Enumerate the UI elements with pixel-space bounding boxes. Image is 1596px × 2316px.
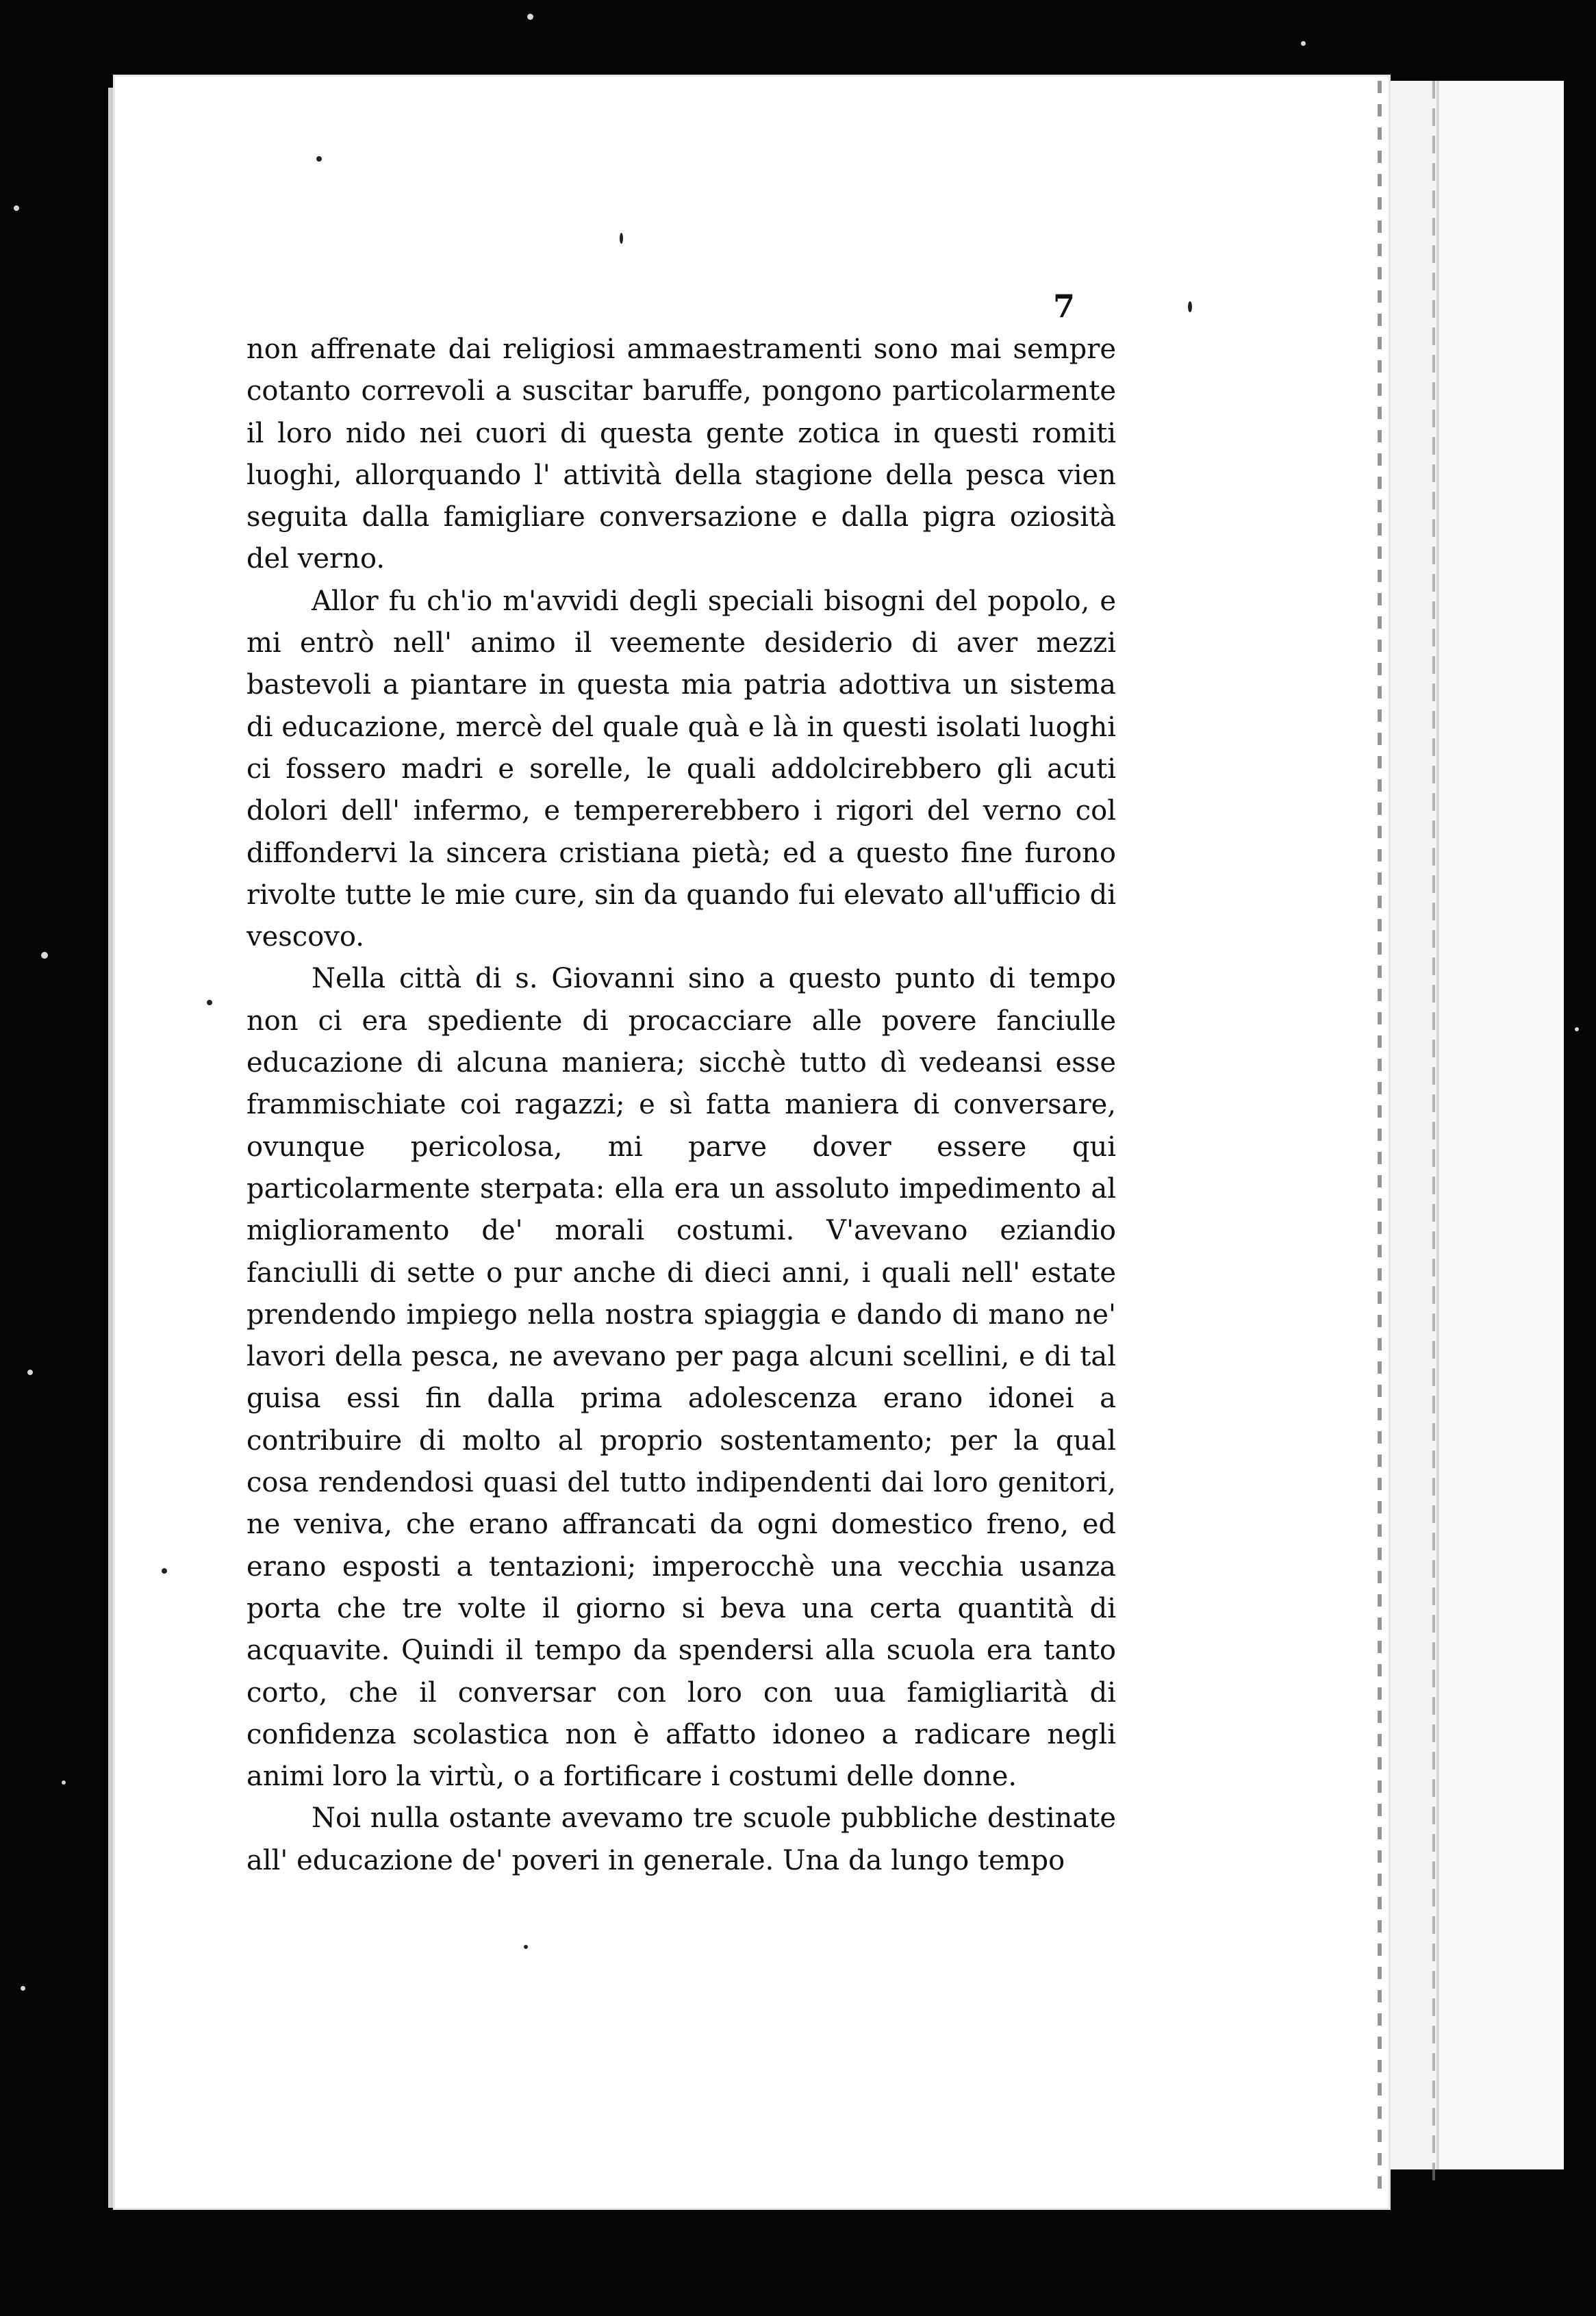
page-gutter-shadow [1432,81,1435,2190]
dust-speck [62,1780,66,1785]
paragraph: Nella città di s. Giovanni sino a questo punto di tempo non ci era spediente di procacciare alle povere fanciulle educazione di alcuna maniera; sicchè tutto dì vedeansi esse frammischiate coi ragazzi; e sì fatta maniera di conversare, ovunque pericolosa, mi parve dover essere qui particolarmente sterpata: ella era un assoluto impedimento al miglioramento de' morali costumi. V'avevano eziandio fanciulli di sette o pur anche di dieci anni, i quali nell' estate prendendo impiego nella nostra spiaggia e dando di mano ne' lavori della pesca, ne avevano per paga alcuni scellini, e di tal guisa essi fin dalla prima adolescenza erano idonei a contribuire di molto al proprio sostentamento; per la qual cosa rendendosi quasi del tutto indipendenti dai loro genitori, ne veniva, che erano affrancati da ogni domestico freno, ed erano esposti a tentazioni; imperocchè una vecchia usanza porta che tre volte il giorno si beva una certa quantità di acquavite. Quindi il tempo da spendersi alla scuola era tanto corto, che il conversar con loro con uua famigliarità di confidenza scolastica non è affatto idoneo a radicare negli animi loro la virtù, o a fortificare i costumi delle donne. [246,963,1116,1793]
adjacent-page-edge-inner [1436,81,1564,2169]
dust-speck [527,14,533,20]
ink-mark [1188,301,1192,312]
paragraph: non affrenate dai religiosi ammaestramenti sono mai sempre cotanto correvoli a suscitar baruffe, pongono particolarmente il loro nido nei cuori di questa gente zotica in questi romiti luoghi, allorquando l' attività della stagione della pesca vien seguita dalla famigliare conversazione e dalla pigra oziosità del verno. [246,333,1116,575]
ink-mark [162,1568,167,1574]
dust-speck [27,1370,33,1375]
ink-mark [207,1000,212,1005]
dust-speck [21,1986,25,1991]
dust-speck [1575,1027,1579,1031]
ink-mark [620,233,623,244]
page-gutter-shadow [1378,81,1382,2190]
paragraph: Allor fu ch'io m'avvidi degli speciali bisogni del popolo, e mi entrò nell' animo il veemente desiderio di aver mezzi bastevoli a piantare in questa mia patria adottiva un sistema di educazione, mercè del quale quà e là in questi isolati luoghi ci fossero madri e sorelle, le quali addolcirebbero gli acuti dolori dell' infermo, e tempererebbero i rigori del verno col diffondervi la sincera cristiana pietà; ed a questo fine furono rivolte tutte le mie cure, sin da quando fui elevato all'ufficio di vescovo. [246,585,1116,953]
body-text [246,329,1116,1882]
dust-speck [14,205,19,211]
paragraph: Noi nulla ostante avevamo tre scuole pubbliche destinate all' educazione de' poveri in generale. Una da lungo tempo [246,1802,1116,1876]
dust-speck [1301,41,1306,46]
ink-mark [316,156,322,162]
ink-mark [524,1945,528,1949]
page-number: 7 [1053,288,1076,325]
dust-speck [41,952,48,959]
page-edge [108,88,115,2208]
